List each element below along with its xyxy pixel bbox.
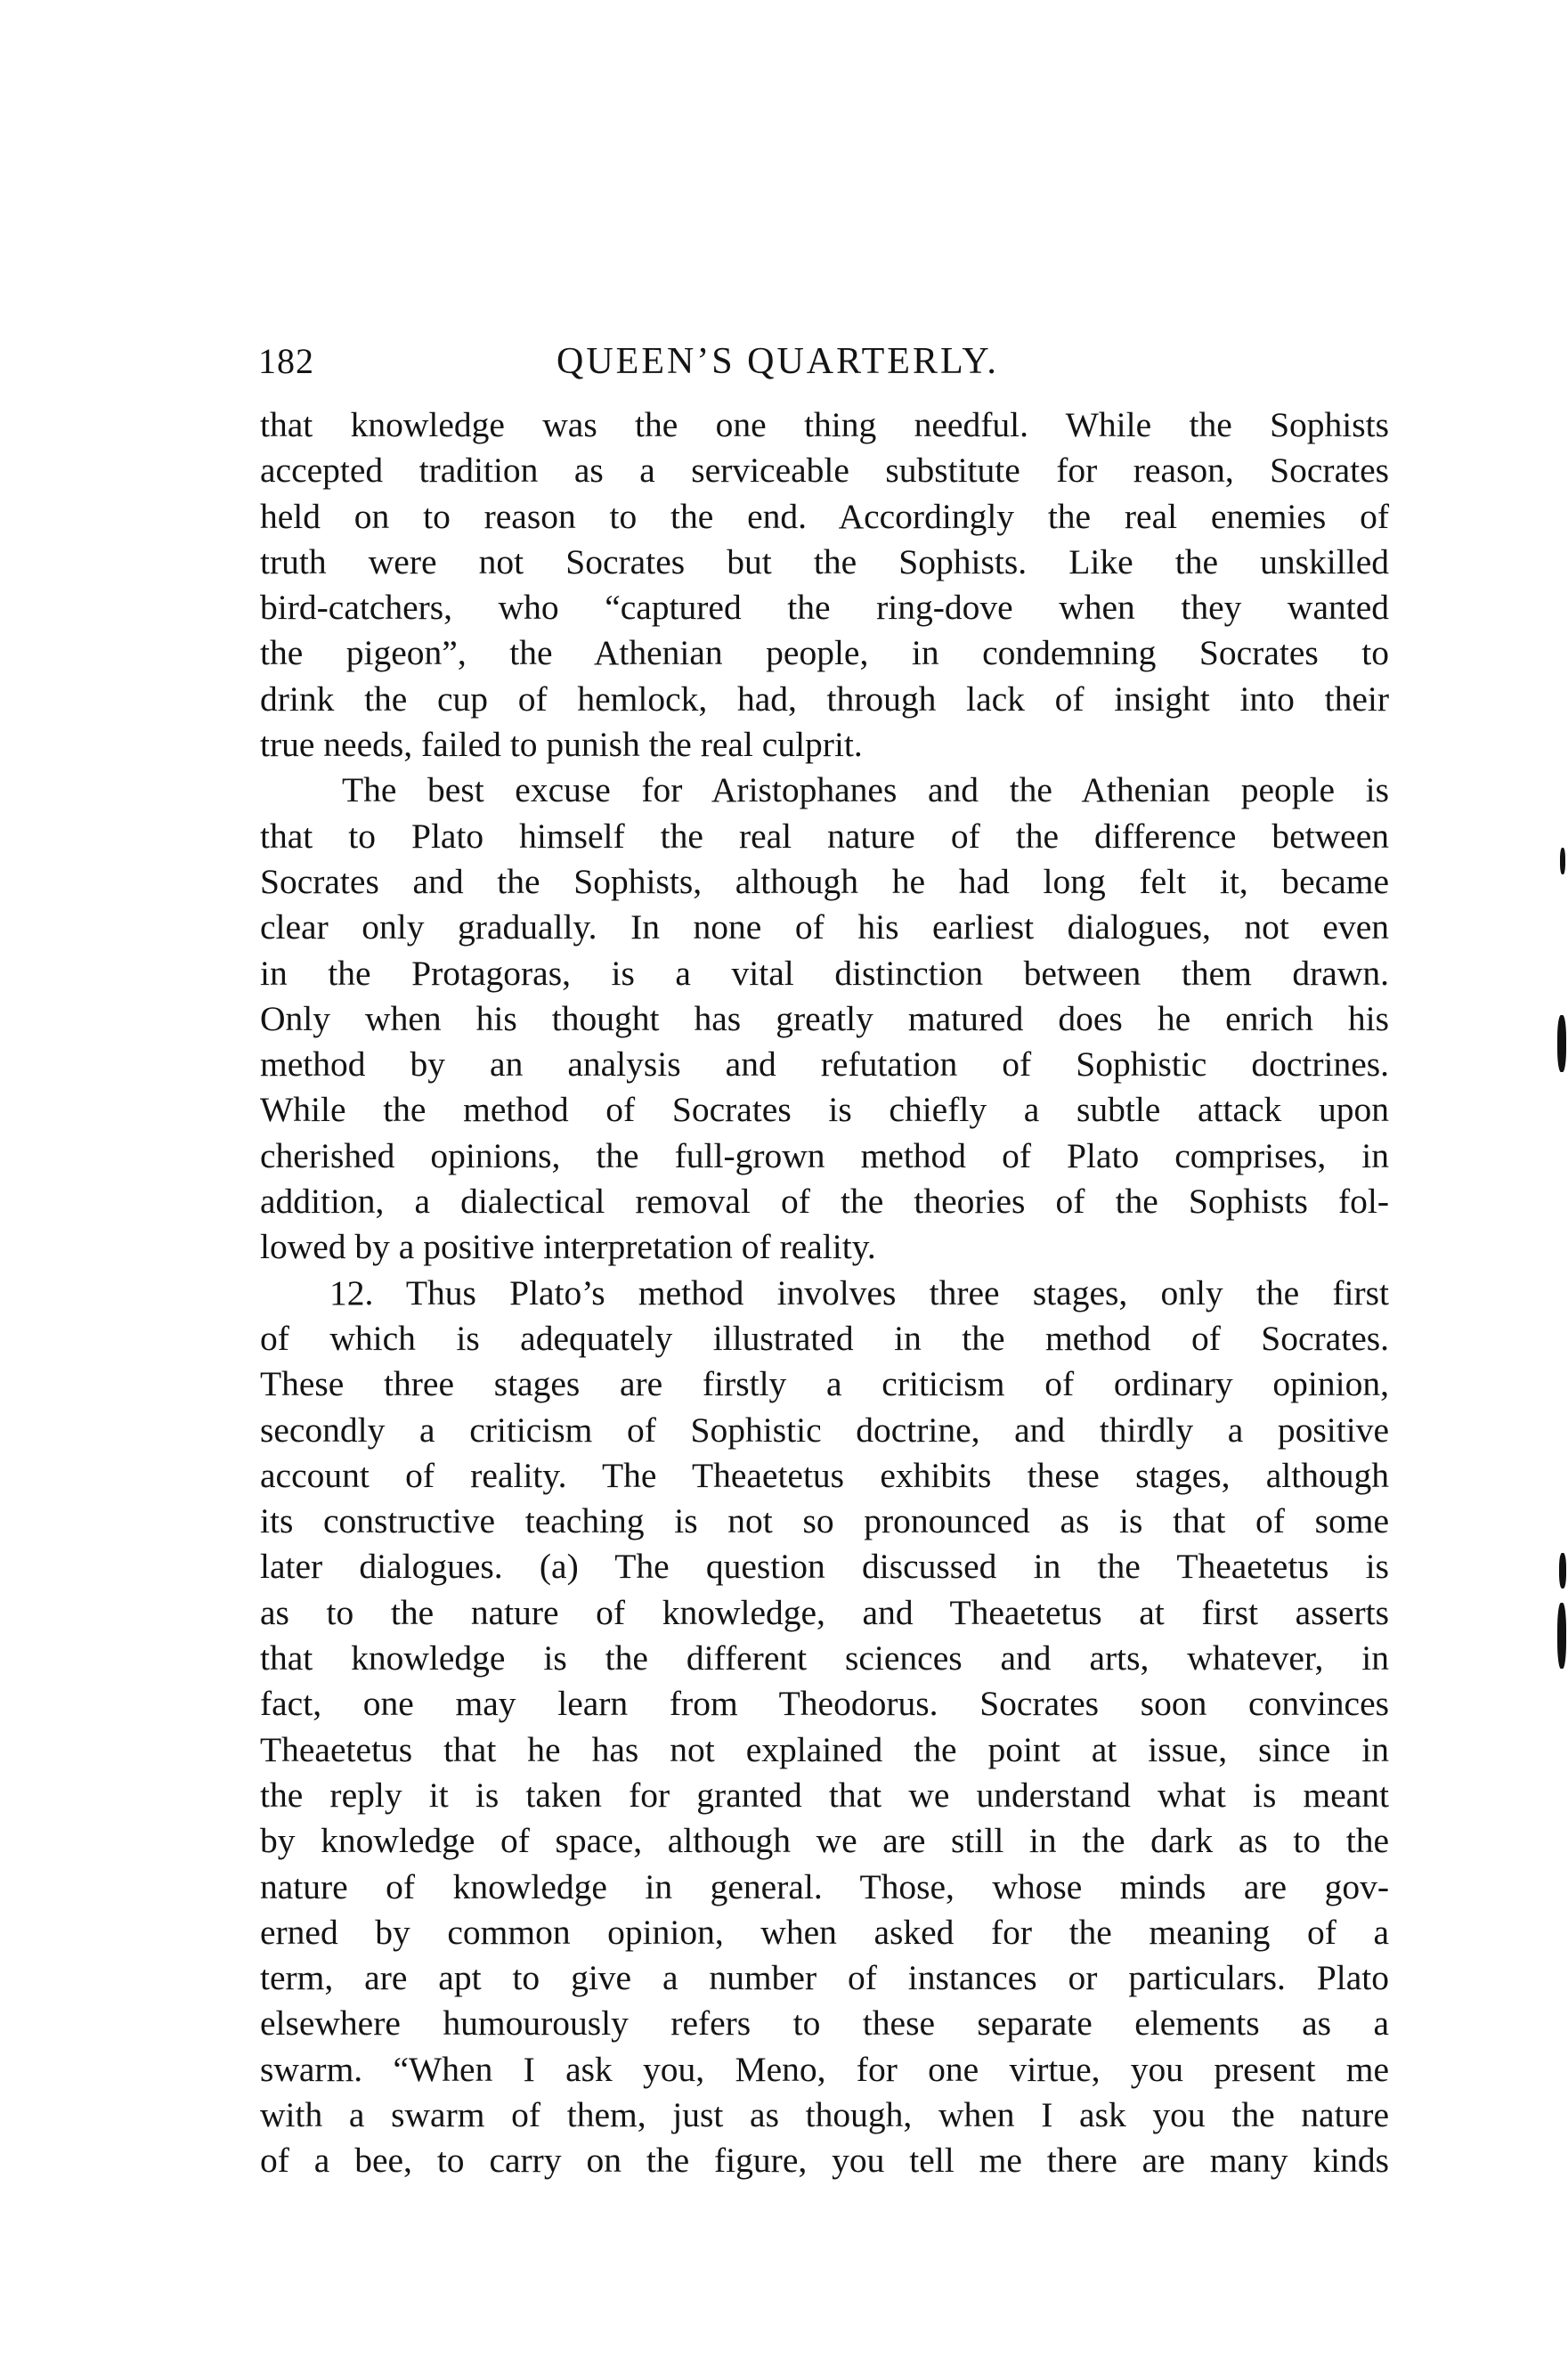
text-line: of a bee, to carry on the figure, you tell me there are many kinds [260, 2141, 1389, 2181]
text-line: truth were not Socrates but the Sophists. Like the unskilled [260, 541, 1389, 581]
text-line: nature of knowledge in general. Those, whose minds are gov- [260, 1866, 1389, 1906]
scan-mark [1560, 848, 1565, 874]
text-line: While the method of Socrates is chiefly a subtle attack upon [260, 1090, 1389, 1130]
running-head [258, 340, 1353, 386]
scan-mark [1557, 1603, 1566, 1669]
scan-mark [1557, 1015, 1566, 1072]
text-line: addition, a dialectical removal of the theories of the Sophists fol- [260, 1182, 1389, 1222]
text-line: as to the nature of knowledge, and Theaetetus at first asserts [260, 1592, 1389, 1632]
text-line: erned by common opinion, when asked for the meaning of a [260, 1912, 1389, 1952]
text-line: 12. Thus Plato’s method involves three stages, only the first [329, 1272, 1389, 1312]
text-line: bird-catchers, who “captured the ring-dove when they wanted [260, 588, 1389, 628]
running-title: QUEEN’S QUARTERLY. [557, 341, 999, 382]
text-line: the reply it is taken for granted that we understand what is meant [260, 1775, 1389, 1815]
text-line: account of reality. The Theaetetus exhibits these stages, although [260, 1455, 1389, 1495]
text-line: term, are apt to give a number of instances or particulars. Plato [260, 1958, 1389, 1998]
text-line: These three stages are firstly a criticism of ordinary opinion, [260, 1364, 1389, 1404]
text-line: with a swarm of them, just as though, when I ask you the nature [260, 2094, 1389, 2134]
text-line: of which is adequately illustrated in the method of Socrates. [260, 1318, 1389, 1358]
text-line: that knowledge is the different sciences and arts, whatever, in [260, 1638, 1389, 1678]
text-line: cherished opinions, the full-grown method of Plato comprises, in [260, 1135, 1389, 1175]
text-line: The best excuse for Aristophanes and the Athenian people is [342, 770, 1389, 810]
text-line: the pigeon”, the Athenian people, in condemning Socrates to [260, 633, 1389, 673]
text-line: Only when his thought has greatly matured does he enrich his [260, 998, 1389, 1038]
body-text [260, 402, 1389, 2184]
text-line: secondly a criticism of Sophistic doctrine, and thirdly a positive [260, 1410, 1389, 1450]
text-line: that knowledge was the one thing needful. While the Sophists [260, 405, 1389, 444]
page-number: 182 [258, 341, 314, 381]
text-line: held on to reason to the end. Accordingly the real enemies of [260, 496, 1389, 536]
text-line: by knowledge of space, although we are still in the dark as to the [260, 1821, 1389, 1861]
text-line: later dialogues. (a) The question discussed in the Theaetetus is [260, 1547, 1389, 1587]
text-line: its constructive teaching is not so pronounced as is that of some [260, 1501, 1389, 1541]
text-line: clear only gradually. In none of his earliest dialogues, not even [260, 907, 1389, 947]
text-line: that to Plato himself the real nature of the difference between [260, 816, 1389, 856]
text-line: Theaetetus that he has not explained the point at issue, since in [260, 1729, 1389, 1769]
text-line: lowed by a positive interpretation of reality. [260, 1227, 876, 1267]
text-line: true needs, failed to punish the real culprit. [260, 725, 863, 765]
text-line: Socrates and the Sophists, although he had long felt it, became [260, 861, 1389, 901]
text-line: swarm. “When I ask you, Meno, for one virtue, you present me [260, 2049, 1389, 2089]
text-line: accepted tradition as a serviceable substitute for reason, Socrates [260, 451, 1389, 491]
scan-mark [1559, 1553, 1566, 1589]
text-line: drink the cup of hemlock, had, through lack of insight into their [260, 679, 1389, 719]
paragraph [260, 768, 1389, 1270]
paragraph [260, 402, 1389, 768]
text-line: elsewhere humourously refers to these separate elements as a [260, 2003, 1389, 2044]
text-line: in the Protagoras, is a vital distinction between them drawn. [260, 953, 1389, 993]
text-line: method by an analysis and refutation of Sophistic doctrines. [260, 1044, 1389, 1085]
text-line: fact, one may learn from Theodorus. Socrates soon convinces [260, 1684, 1389, 1724]
paragraph [260, 1271, 1389, 2184]
